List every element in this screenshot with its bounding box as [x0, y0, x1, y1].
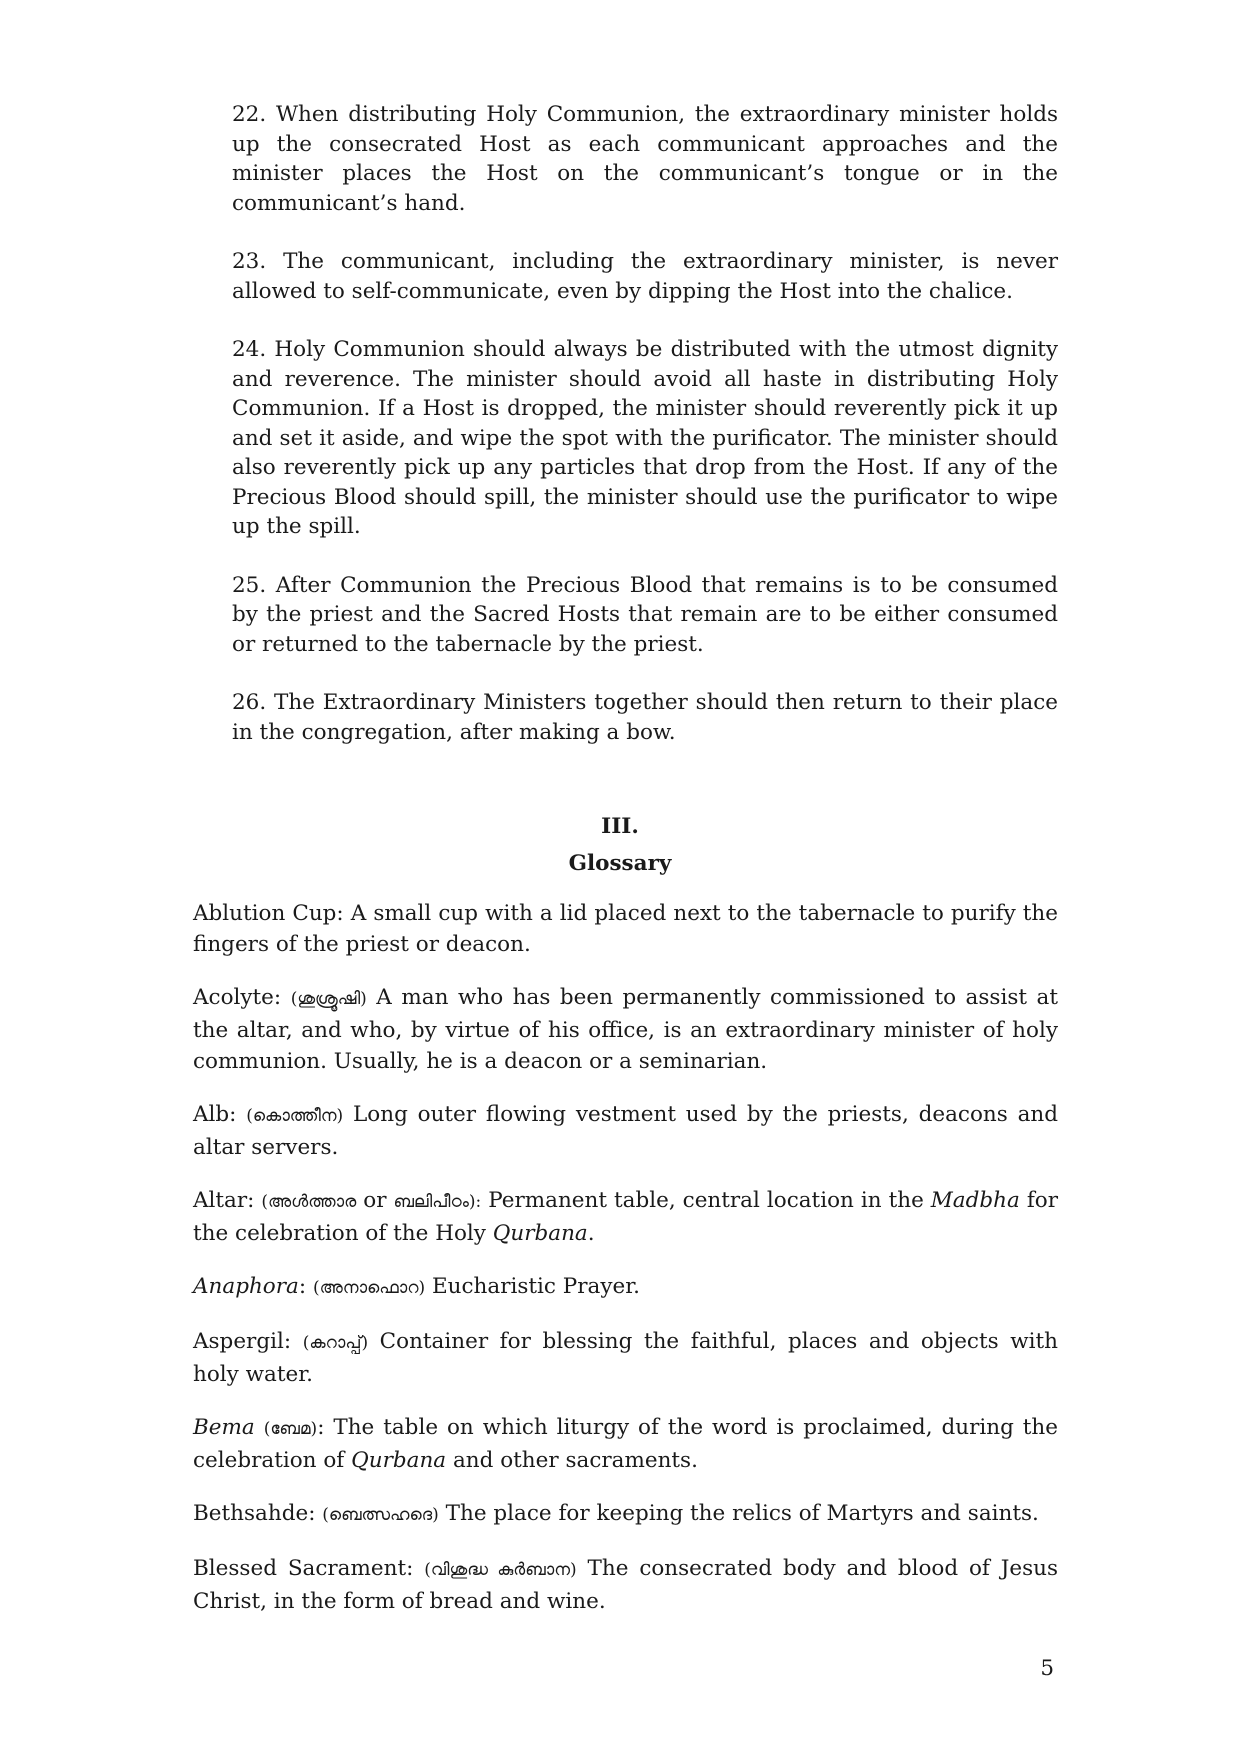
glossary-definition: The consecrated body and blood of Jesus Christ, in the form of bread and wine.	[193, 1556, 1058, 1614]
section-heading	[0, 808, 1240, 882]
malayalam-term: (ശുശ്രൂഷി)	[290, 989, 367, 1009]
glossary-entry-altar	[193, 1185, 1058, 1249]
section-number: III.	[601, 814, 639, 839]
glossary-term: Blessed Sacrament:	[193, 1556, 414, 1581]
glossary-definition: A man who has been permanently commissioned to assist at the altar, and who, by virtue of his office, is an extraordinary minister of holy communion. Usually, he is a deacon or a seminarian.	[193, 985, 1058, 1074]
glossary-entry-acolyte	[193, 982, 1058, 1077]
glossary-definition: The place for keeping the relics of Martyrs and saints.	[438, 1501, 1039, 1526]
malayalam-term: ബലിപീഠം):	[393, 1192, 482, 1212]
glossary-definition: Container for blessing the faithful, places and objects with holy water.	[193, 1329, 1058, 1387]
malayalam-term: (ബേമ)	[263, 1419, 318, 1439]
glossary-entry-blessed-sacrament	[193, 1553, 1058, 1617]
glossary-definition: for the celebration of the Holy	[193, 1188, 1059, 1246]
glossary-term: Bethsahde:	[193, 1501, 316, 1526]
malayalam-term: (കറാപ്പ്)	[302, 1333, 369, 1353]
glossary-definition: and other sacraments.	[446, 1448, 698, 1473]
malayalam-term: (അനാഫൊറ)	[312, 1278, 426, 1298]
glossary-term: Anaphora	[193, 1274, 299, 1299]
section-title: Glossary	[568, 851, 672, 876]
glossary-definition: .	[587, 1221, 595, 1246]
instruction-23: 23. The communicant, including the extraordinary minister, is never allowed to self-communicate, even by dipping the Host into the chalice.	[232, 249, 1058, 304]
glossary-entry-anaphora	[193, 1271, 1058, 1304]
glossary-entry-ablution-cup	[193, 898, 1058, 960]
glossary-definition: Eucharistic Prayer.	[425, 1274, 640, 1299]
malayalam-term: (വിശുദ്ധ കുർബാന)	[424, 1560, 577, 1580]
page-number: 5	[1040, 1656, 1054, 1681]
glossary-colon: :	[298, 1274, 307, 1299]
instruction-26: 26. The Extraordinary Ministers together should then return to their place in the congregation, after making a bow.	[232, 690, 1058, 745]
glossary-entry-bethsahde	[193, 1498, 1058, 1531]
glossary-term: Acolyte:	[193, 985, 282, 1010]
glossary-term: Bema	[193, 1415, 255, 1440]
glossary-entry-aspergil	[193, 1326, 1058, 1390]
malayalam-term: (അൾത്താര	[261, 1192, 357, 1212]
glossary-term: Aspergil:	[193, 1329, 292, 1354]
glossary-definition: Permanent table, central location in the	[481, 1188, 931, 1213]
glossary-entry-alb	[193, 1099, 1058, 1163]
glossary-term: Altar:	[193, 1188, 255, 1213]
italic-term: Madbha	[930, 1188, 1020, 1213]
glossary-term: Ablution Cup:	[193, 901, 344, 926]
instruction-24: 24. Holy Communion should always be distributed with the utmost dignity and reverence. The minister should avoid all haste in distributing Holy Communion. If a Host is dropped, the minister should reverently pick it up and set it aside, and wipe the spot with the purificator. The minister should also reverently pick up any particles that drop from the Host. If any of the Precious Blood should spill, the minister should use the purificator to wipe up the spill.	[232, 337, 1058, 539]
glossary-list	[193, 898, 1058, 1639]
glossary-term: Alb:	[193, 1102, 237, 1127]
glossary-definition: Long outer flowing vestment used by the priests, deacons and altar servers.	[193, 1102, 1058, 1160]
malayalam-term: (കൊത്തീന)	[246, 1106, 344, 1126]
glossary-definition: A small cup with a lid placed next to the tabernacle to purify the fingers of the priest or deacon.	[193, 901, 1058, 957]
instruction-25: 25. After Communion the Precious Blood that remains is to be consumed by the priest and the Sacred Hosts that remain are to be either consumed or returned to the tabernacle by the priest.	[232, 572, 1058, 657]
italic-term: Qurbana	[351, 1448, 447, 1473]
italic-term: Qurbana	[492, 1221, 588, 1246]
instruction-22: 22. When distributing Holy Communion, the extraordinary minister holds up the consecrated Host as each communicant approaches and the minister places the Host on the communicant’s tongue or in the communicant’s hand.	[232, 102, 1058, 216]
numbered-instructions	[232, 100, 1058, 776]
glossary-definition: : The table on which liturgy of the word is proclaimed, during the celebration of	[193, 1415, 1059, 1473]
malayalam-term: (ബെത്സഹദെ)	[322, 1505, 439, 1525]
glossary-entry-bema	[193, 1412, 1058, 1476]
glossary-connector: or	[356, 1188, 394, 1213]
